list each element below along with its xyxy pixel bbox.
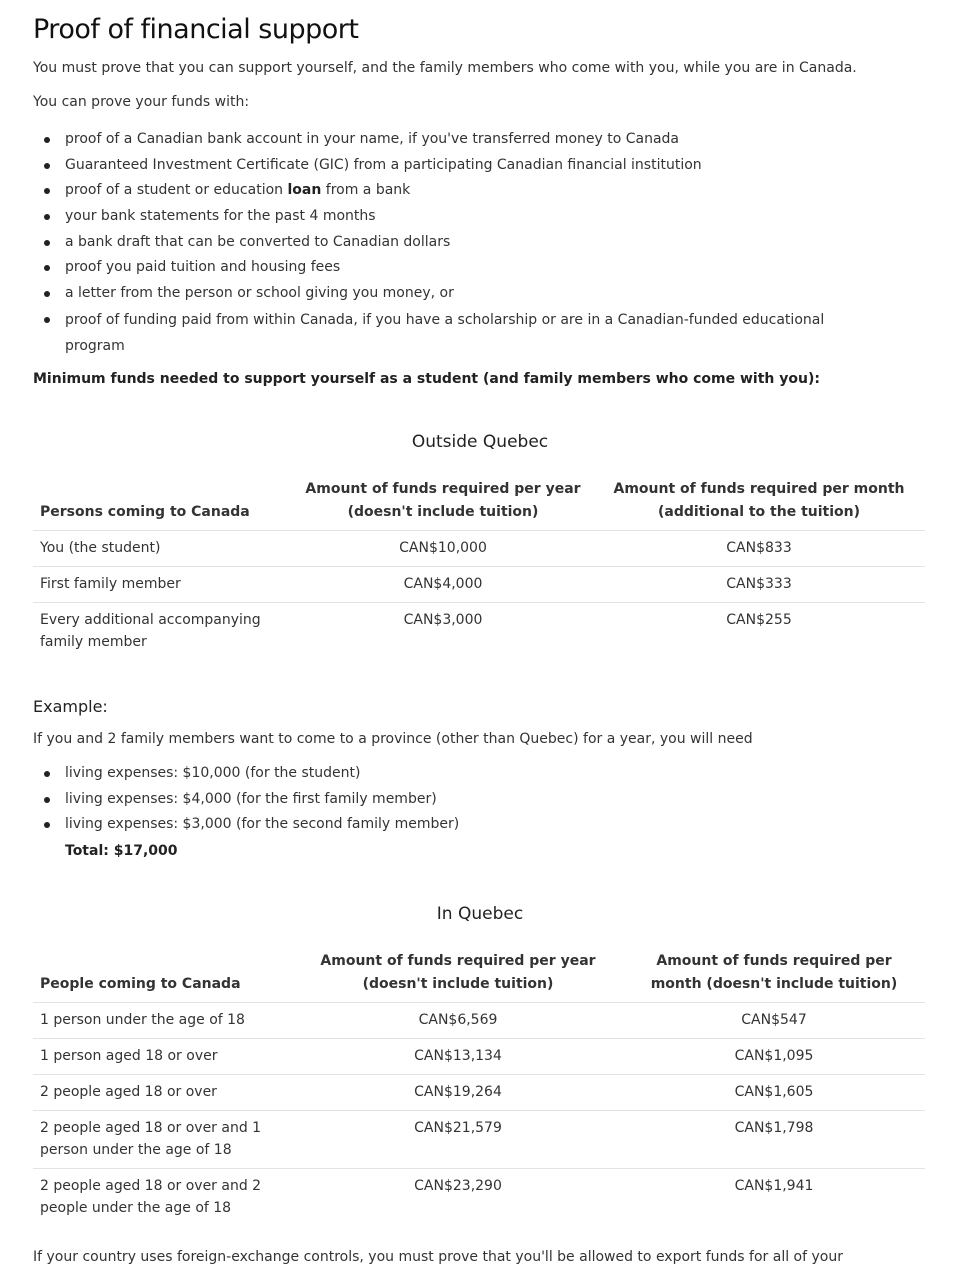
table-cell: CAN$333 xyxy=(593,567,925,603)
table-row xyxy=(33,1003,925,1039)
table-row xyxy=(33,531,925,567)
table-cell: You (the student) xyxy=(33,531,293,567)
bullet-icon xyxy=(44,188,50,194)
intro-text: You must prove that you can support yourself, and the family members who come with you, while you are in Canada. xyxy=(33,60,857,76)
example-label: Example: xyxy=(33,697,108,716)
funds-list xyxy=(41,127,901,359)
minimum-funds-label: Minimum funds needed to support yourself as a student (and family members who come with you): xyxy=(33,371,820,387)
example-list xyxy=(41,761,901,838)
outside-quebec-table xyxy=(33,474,925,660)
table-row xyxy=(33,1169,925,1227)
funds-intro-text: You can prove your funds with: xyxy=(33,94,250,110)
bullet-icon xyxy=(44,214,50,220)
example-total: Total: $17,000 xyxy=(65,843,178,859)
bullet-icon xyxy=(44,163,50,169)
column-header: Amount of funds required per year (doesn't include tuition) xyxy=(305,481,581,520)
table-cell: CAN$3,000 xyxy=(293,603,593,661)
bullet-icon xyxy=(44,265,50,271)
table-cell: 1 person aged 18 or over xyxy=(33,1039,293,1075)
list-item: Guaranteed Investment Certificate (GIC) from a participating Canadian financial institution xyxy=(41,153,901,179)
table-cell: CAN$255 xyxy=(593,603,925,661)
bullet-icon xyxy=(44,240,50,246)
table-cell: 2 people aged 18 or over and 1 person under the age of 18 xyxy=(33,1111,293,1169)
table-cell: Every additional accompanying family member xyxy=(33,603,293,661)
bullet-icon xyxy=(44,771,50,777)
table-row xyxy=(33,1075,925,1111)
list-item: a bank draft that can be converted to Canadian dollars xyxy=(41,230,901,256)
table-cell: CAN$23,290 xyxy=(293,1169,623,1227)
in-quebec-table xyxy=(33,946,925,1226)
list-item: your bank statements for the past 4 months xyxy=(41,204,901,230)
column-header: Amount of funds required per year (doesn't include tuition) xyxy=(320,953,596,992)
table-row xyxy=(33,603,925,661)
table-cell: CAN$833 xyxy=(593,531,925,567)
list-item: proof of funding paid from within Canada, if you have a scholarship or are in a Canadian-funded educational program xyxy=(41,307,885,359)
table-cell: 2 people aged 18 or over and 2 people under the age of 18 xyxy=(33,1169,293,1227)
column-header: Persons coming to Canada xyxy=(40,504,250,520)
column-header: Amount of funds required per month (doesn't include tuition) xyxy=(650,953,898,992)
bullet-icon xyxy=(44,317,50,323)
list-item: living expenses: $3,000 (for the second family member) xyxy=(41,812,901,838)
list-item: proof of a student or education loan from a bank xyxy=(41,178,901,204)
table-cell: CAN$10,000 xyxy=(293,531,593,567)
bullet-icon xyxy=(44,822,50,828)
bullet-icon xyxy=(44,137,50,143)
list-item: a letter from the person or school giving you money, or xyxy=(41,281,901,307)
page-title: Proof of financial support xyxy=(33,14,359,45)
table-header-row xyxy=(33,474,925,531)
table-row xyxy=(33,567,925,603)
list-item: living expenses: $10,000 (for the student) xyxy=(41,761,901,787)
table-cell: CAN$13,134 xyxy=(293,1039,623,1075)
table-header-row xyxy=(33,946,925,1003)
list-item: proof you paid tuition and housing fees xyxy=(41,255,901,281)
table-cell: CAN$1,798 xyxy=(623,1111,925,1169)
table-cell: CAN$4,000 xyxy=(293,567,593,603)
in-quebec-heading: In Quebec xyxy=(436,904,524,924)
table-cell: CAN$21,579 xyxy=(293,1111,623,1169)
table-cell: 1 person under the age of 18 xyxy=(33,1003,293,1039)
table-row xyxy=(33,1111,925,1169)
column-header: Amount of funds required per month (additional to the tuition) xyxy=(613,481,905,520)
table-cell: CAN$6,569 xyxy=(293,1003,623,1039)
column-header: People coming to Canada xyxy=(40,976,241,992)
bullet-icon xyxy=(44,291,50,297)
table-cell: CAN$1,941 xyxy=(623,1169,925,1227)
footer-text: If your country uses foreign-exchange controls, you must prove that you'll be allowed to export funds for all of your xyxy=(33,1249,843,1265)
table-cell: CAN$19,264 xyxy=(293,1075,623,1111)
table-cell: First family member xyxy=(33,567,293,603)
outside-quebec-heading: Outside Quebec xyxy=(411,432,549,452)
table-cell: CAN$547 xyxy=(623,1003,925,1039)
bullet-icon xyxy=(44,797,50,803)
table-cell: 2 people aged 18 or over xyxy=(33,1075,293,1111)
list-item: proof of a Canadian bank account in your name, if you've transferred money to Canada xyxy=(41,127,901,153)
list-item: living expenses: $4,000 (for the first family member) xyxy=(41,787,901,813)
example-text: If you and 2 family members want to come to a province (other than Quebec) for a year, you will need xyxy=(33,731,753,747)
table-row xyxy=(33,1039,925,1075)
table-cell: CAN$1,095 xyxy=(623,1039,925,1075)
table-cell: CAN$1,605 xyxy=(623,1075,925,1111)
